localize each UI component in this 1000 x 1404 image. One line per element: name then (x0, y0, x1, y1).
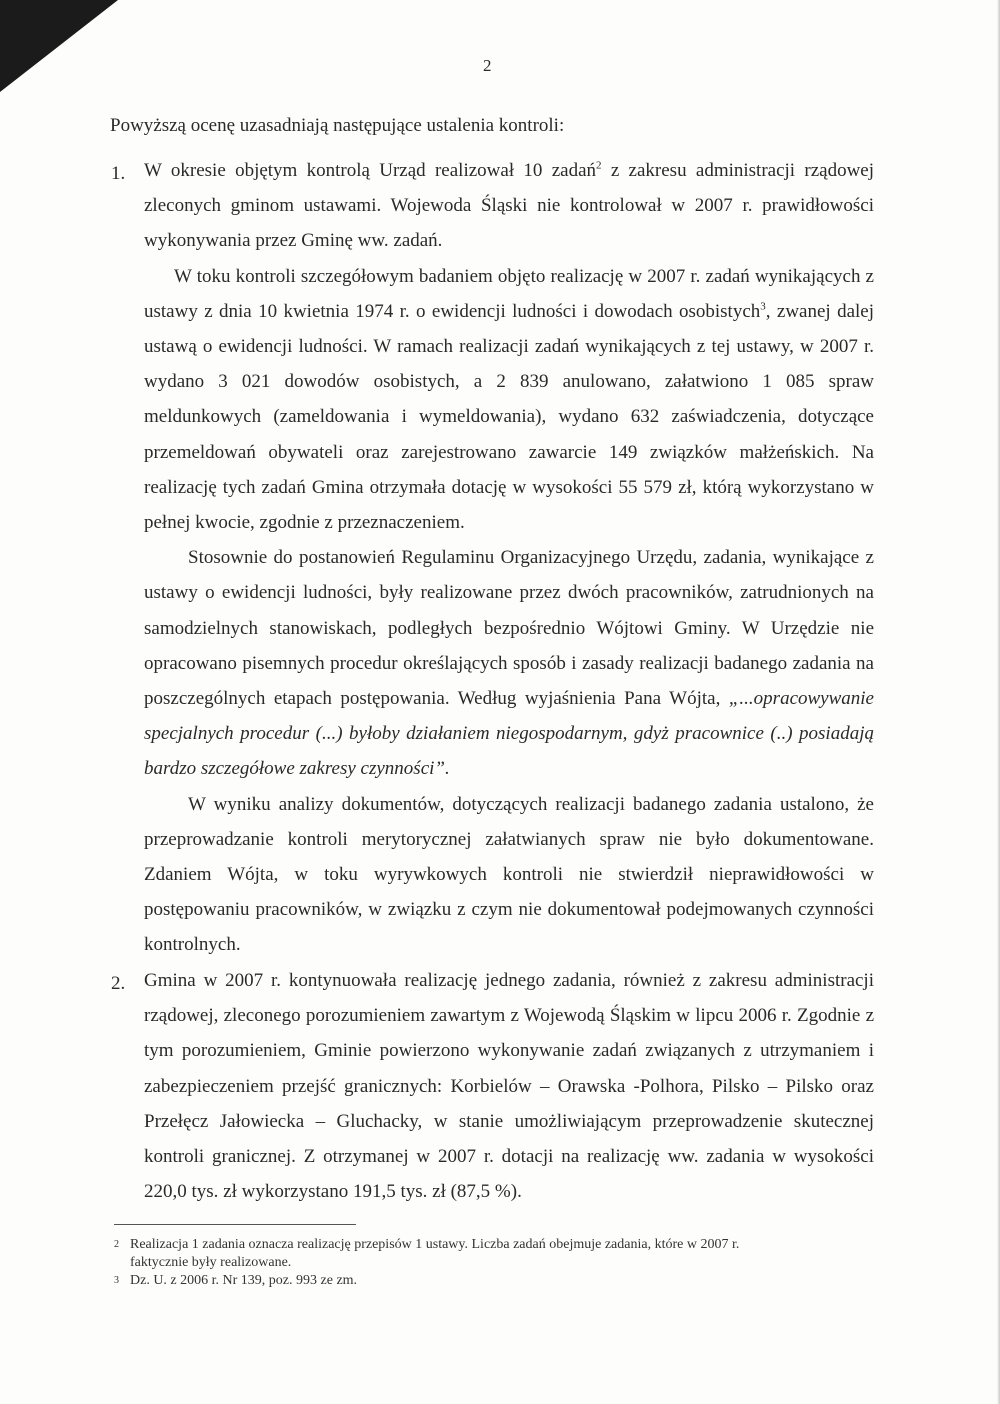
footnote-ref-2: 2 (596, 159, 602, 172)
footnote-2-text-b: faktycznie były realizowane. (130, 1255, 292, 1270)
footnote-2-text-a: Realizacja 1 zadania oznacza realizację przepisów 1 ustawy. Liczba zadań obejmuje zadania, które w 2007 r. (130, 1237, 740, 1252)
page-number: 2 (483, 56, 492, 75)
item-1-p1-text-b: z zakresu administracji rządowej zleconych gminom ustawami. Wojewoda Śląski nie kontrolował w 2007 r. prawidłowości wykonywania przez Gminę ww. zadań. (144, 160, 875, 252)
item-1-paragraph-2 (144, 259, 874, 541)
item-1-number: 1. (111, 163, 126, 184)
footnote-separator (114, 1224, 356, 1225)
item-1-p3-text: Stosownie do postanowień Regulaminu Organizacyjnego Urzędu, zadania, wynikające z ustawy o ewidencji ludności, były realizowane przez dwóch pracowników, zatrudnionych na samodzielnych stanowiskach, podległych bezpośrednio Wójtowi Gminy. W Urzędzie nie opracowano pisemnych procedur określających sposób i zasady realizacji badanego zadania na poszczególnych etapach postępowania. Według wyjaśnienia Pana Wójta, (144, 547, 874, 710)
scan-corner-shadow (0, 0, 118, 92)
footnote-3-mark: 3 (114, 1275, 119, 1286)
item-1-paragraph-4: W wyniku analizy dokumentów, dotyczących realizacji badanego zadania ustalono, że przeprowadzanie kontroli merytorycznej załatwianych spraw nie było dokumentowane. Zdaniem Wójta, w toku wyrywkowych kontroli nie stwierdził nieprawidłowości w postępowaniu pracowników, w związku z czym nie dokumentował podejmowanych czynności kontrolnych. (144, 793, 874, 956)
mayor-quote: „...opracowywanie specjalnych procedur (...) byłoby działaniem niegospodarnym, gdyż pracownice (..) posiadają bardzo szczegółowe zakresy czynności”. (144, 688, 874, 780)
item-1-body (144, 153, 874, 963)
item-1-paragraph-3 (144, 540, 874, 786)
item-1-p2-text-b: , zwanej dalej ustawą o ewidencji ludności. W ramach realizacji zadań wynikających z tej ustawy, w 2007 r. wydano 3 021 dowodów osobistych, a 2 839 anulowano, załatwiono 1 085 spraw meldunkowych (zameldowania i wymeldowania), wydano 632 zaświadczenia, dotyczące przemeldowań obywateli oraz zarejestrowano zawarcie 149 związków małżeńskich. Na realizację tych zadań Gmina otrzymała dotację w wysokości 55 579 zł, którą wykorzystano w pełnej kwocie, zgodnie z przeznaczeniem. (144, 300, 874, 534)
footnote-2-mark: 2 (114, 1239, 119, 1250)
item-1-p2-text-a: W toku kontroli szczegółowym badaniem objęto realizację w 2007 r. zadań wynikających z ustawy z dnia 10 kwietnia 1974 r. o ewidencji ludności i dowodach osobistych (144, 265, 874, 322)
item-2-number: 2. (111, 973, 126, 994)
footnote-3-text: Dz. U. z 2006 r. Nr 139, poz. 993 ze zm. (130, 1273, 358, 1288)
item-1-p1-text-a: W okresie objętym kontrolą Urząd realizował 10 zadań (144, 160, 597, 181)
footnote-ref-3: 3 (760, 300, 766, 313)
item-2-paragraph: Gmina w 2007 r. kontynuowała realizację jednego zadania, również z zakresu administracji rządowej, zleconego porozumieniem zawartym z Wojewodą Śląskim w lipcu 2006 r. Zgodnie z tym porozumieniem, Gminie powierzono wykonywanie zadań związanych z utrzymaniem i zabezpieczeniem przejść granicznych: Korbielów – Orawska -Polhora, Pilsko – Pilsko oraz Przełęcz Jałowiecka – Gluchacky, w stanie umożliwiającym przeprowadzenie skutecznej kontroli granicznej. Z otrzymanej w 2007 r. dotacji na realizację ww. zadania w wysokości 220,0 tys. zł wykorzystano 191,5 tys. zł (87,5 %). (144, 970, 874, 1203)
intro-heading: Powyższą ocenę uzasadniają następujące ustalenia kontroli: (110, 115, 565, 136)
footnote-3 (114, 1272, 884, 1290)
footnote-2 (114, 1236, 884, 1272)
item-2-body (144, 963, 874, 1209)
item-1-paragraph-1 (144, 153, 874, 259)
